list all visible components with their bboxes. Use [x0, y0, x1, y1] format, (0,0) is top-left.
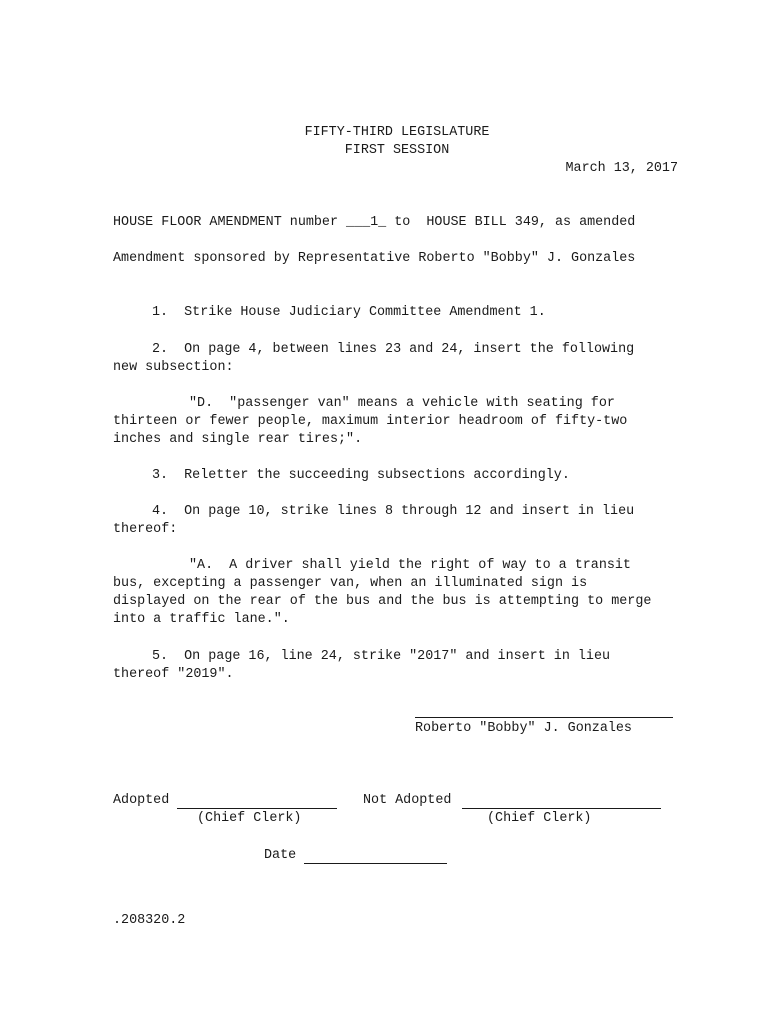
inserted-text-d-line-2: thirteen or fewer people, maximum interior headroom of fifty-two	[113, 414, 628, 429]
document-number: .208320.2	[113, 913, 186, 928]
inserted-text-a-line-4: into a traffic lane.".	[113, 612, 290, 627]
sponsor-signature-name: Roberto "Bobby" J. Gonzales	[415, 721, 632, 736]
signature-line	[415, 717, 673, 718]
item-5-line-2: thereof "2019".	[113, 667, 234, 682]
inserted-text-a-line-1: "A. A driver shall yield the right of way to a transit	[189, 558, 631, 573]
document-date: March 13, 2017	[565, 161, 678, 176]
not-adopted-label: Not Adopted	[363, 793, 452, 808]
item-2-line-2: new subsection:	[113, 360, 234, 375]
item-4-line-1: 4. On page 10, strike lines 8 through 12 and insert in lieu	[152, 504, 635, 519]
inserted-text-d-line-3: inches and single rear tires;".	[113, 432, 363, 447]
session-heading: FIRST SESSION	[344, 143, 450, 158]
adopted-label: Adopted	[113, 793, 170, 808]
sponsor-line: Amendment sponsored by Representative Roberto "Bobby" J. Gonzales	[113, 251, 636, 266]
not-adopted-signature-line	[462, 808, 661, 809]
item-4-line-2: thereof:	[113, 522, 178, 537]
inserted-text-a-line-3: displayed on the rear of the bus and the bus is attempting to merge	[113, 594, 652, 609]
item-5-line-1: 5. On page 16, line 24, strike "2017" and insert in lieu	[152, 649, 611, 664]
item-1: 1. Strike House Judiciary Committee Amendment 1.	[152, 305, 546, 320]
adopted-chief-clerk: (Chief Clerk)	[197, 811, 302, 826]
legislature-heading: FIFTY-THIRD LEGISLATURE	[304, 125, 490, 140]
date-line	[304, 863, 447, 864]
item-3: 3. Reletter the succeeding subsections accordingly.	[152, 468, 570, 483]
inserted-text-a-line-2: bus, excepting a passenger van, when an illuminated sign is	[113, 576, 588, 591]
inserted-text-d-line-1: "D. "passenger van" means a vehicle with seating for	[189, 396, 615, 411]
adopted-signature-line	[177, 808, 337, 809]
not-adopted-chief-clerk: (Chief Clerk)	[487, 811, 592, 826]
date-label: Date	[264, 848, 297, 863]
amendment-line: HOUSE FLOOR AMENDMENT number ___1_ to HOUSE BILL 349, as amended	[113, 215, 636, 230]
item-2-line-1: 2. On page 4, between lines 23 and 24, insert the following	[152, 342, 635, 357]
